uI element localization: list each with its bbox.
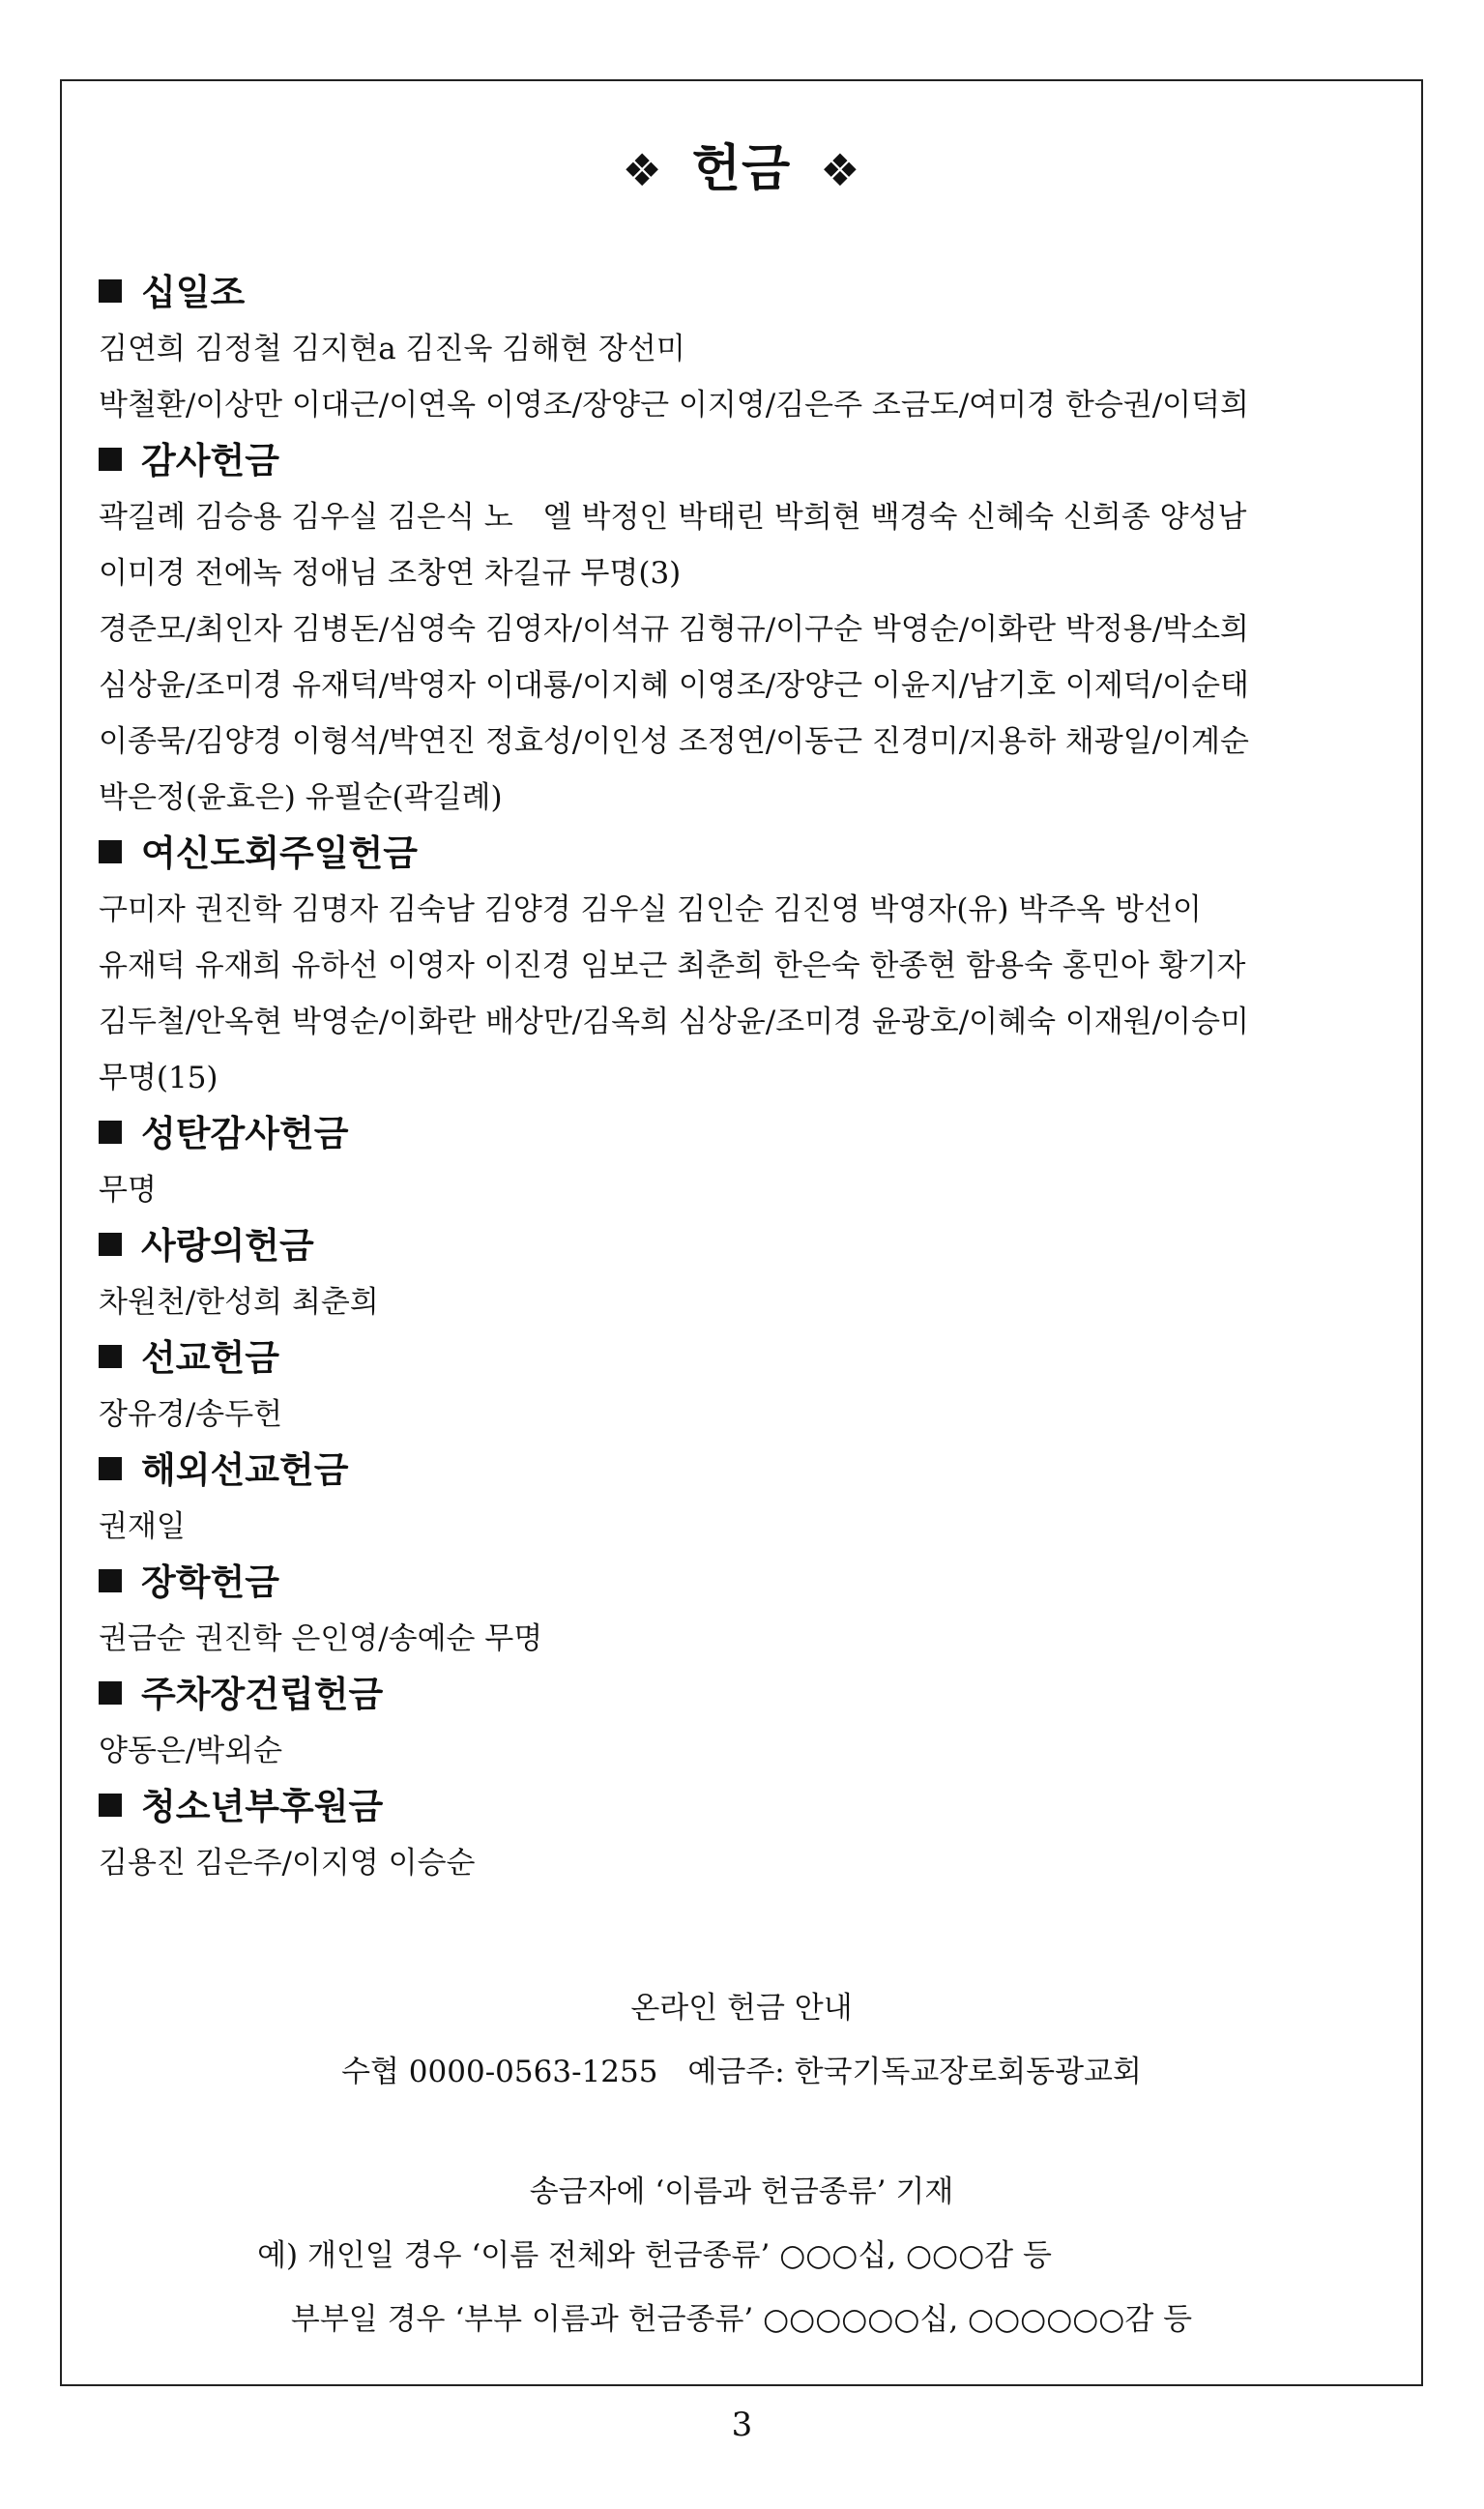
square-bullet-icon	[99, 1569, 122, 1592]
donor-names-line: 구미자 권진학 김명자 김숙남 김양경 김우실 김인순 김진영 박영자(유) 박주옥 방선이	[99, 892, 1202, 927]
donor-names-line: 박은정(윤효은) 유필순(곽길례)	[99, 780, 503, 815]
donor-names-line: 김두철/안옥현 박영순/이화란 배상만/김옥희 심상윤/조미경 윤광호/이혜숙 이재원/이승미	[99, 1005, 1249, 1039]
section-heading-text: 여신도회주일헌금	[141, 832, 418, 874]
section-heading	[99, 265, 1394, 321]
section-heading	[99, 1106, 1394, 1162]
donor-names-line: 양동은/박외순	[99, 1734, 283, 1768]
diamond-ornament-icon: ❖	[820, 144, 861, 196]
page-frame	[60, 79, 1423, 2386]
page-title	[62, 128, 1421, 200]
square-bullet-icon	[99, 1121, 122, 1144]
square-bullet-icon	[99, 1794, 122, 1817]
example-couple: 부부일 경우 ‘부부 이름과 헌금종류’ ○○○○○○십, ○○○○○○감 등	[290, 2302, 1193, 2337]
section-heading	[99, 1667, 1394, 1723]
donor-names-line: 차원천/한성희 최춘희	[99, 1285, 379, 1320]
donor-names-line: 권재일	[99, 1509, 186, 1544]
donor-names-line: 장유경/송두헌	[99, 1397, 283, 1432]
section-heading-text: 주차장건립헌금	[141, 1674, 384, 1715]
example-individual: 예) 개인일 경우 ‘이름 전체와 헌금종류’ ○○○십, ○○○감 등	[257, 2238, 1052, 2273]
page-title-text: 헌금	[691, 140, 792, 198]
donor-names-line: 무명(15)	[99, 1061, 218, 1095]
donor-names-line: 곽길례 김승용 김우실 김은식 노 엘 박정인 박태린 박희현 백경숙 신혜숙 신희종 양성남	[99, 500, 1247, 535]
section-heading	[99, 1779, 1394, 1835]
section-heading-text: 감사헌금	[141, 440, 279, 481]
donor-names-line: 유재덕 유재희 유하선 이영자 이진경 임보근 최춘희 한은숙 한종현 함용숙 홍민아 황기자	[99, 948, 1246, 983]
donor-names-line: 무명	[99, 1173, 157, 1208]
page-number: 3	[731, 2406, 753, 2444]
square-bullet-icon	[99, 448, 122, 471]
donor-names-line: 심상윤/조미경 유재덕/박영자 이대룡/이지혜 이영조/장양근 이윤지/남기호 이제덕/이순태	[99, 668, 1249, 703]
donor-names-line: 경준모/최인자 김병돈/심영숙 김영자/이석규 김형규/이구순 박영순/이화란 박정용/박소희	[99, 612, 1249, 647]
section-heading-text: 해외선교헌금	[141, 1449, 349, 1491]
square-bullet-icon	[99, 1681, 122, 1705]
square-bullet-icon	[99, 1345, 122, 1368]
donor-names-line: 박철환/이상만 이대근/이연옥 이영조/장양근 이지영/김은주 조금도/여미경 한승권/이덕희	[99, 388, 1249, 423]
diamond-ornament-icon: ❖	[622, 144, 663, 196]
section-heading-text: 십일조	[141, 272, 246, 313]
square-bullet-icon	[99, 840, 122, 863]
online-offering-guide	[62, 1976, 1421, 2351]
section-heading	[99, 1555, 1394, 1611]
square-bullet-icon	[99, 1233, 122, 1256]
section-heading-text: 장학헌금	[141, 1561, 279, 1603]
section-heading	[99, 1330, 1394, 1386]
section-heading-text: 사랑의헌금	[141, 1225, 314, 1267]
section-heading	[99, 826, 1394, 882]
donor-names-line: 김연희 김정철 김지현a 김진욱 김해현 장선미	[99, 332, 685, 366]
sender-instruction: 송금자에 ‘이름과 헌금종류’ 기재	[529, 2174, 954, 2209]
bank-account: 수협 0000-0563-1255 예금주: 한국기독교장로회동광교회	[341, 2055, 1142, 2089]
online-guide-heading: 온라인 헌금 안내	[630, 1991, 853, 2026]
square-bullet-icon	[99, 279, 122, 303]
square-bullet-icon	[99, 1457, 122, 1480]
section-heading	[99, 1218, 1394, 1274]
donor-names-line: 이종묵/김양경 이형석/박연진 정효성/이인성 조정연/이동근 진경미/지용하 채광일/이계순	[99, 724, 1249, 759]
offering-list	[99, 265, 1394, 1891]
section-heading-text: 선교헌금	[141, 1337, 279, 1379]
section-heading-text: 청소년부후원금	[141, 1786, 384, 1827]
donor-names-line: 이미경 전에녹 정애님 조창연 차길규 무명(3)	[99, 556, 682, 591]
donor-names-line: 권금순 권진학 은인영/송예순 무명	[99, 1621, 543, 1656]
donor-names-line: 김용진 김은주/이지영 이승순	[99, 1846, 476, 1881]
section-heading	[99, 433, 1394, 489]
section-heading-text: 성탄감사헌금	[141, 1113, 349, 1154]
section-heading	[99, 1443, 1394, 1499]
